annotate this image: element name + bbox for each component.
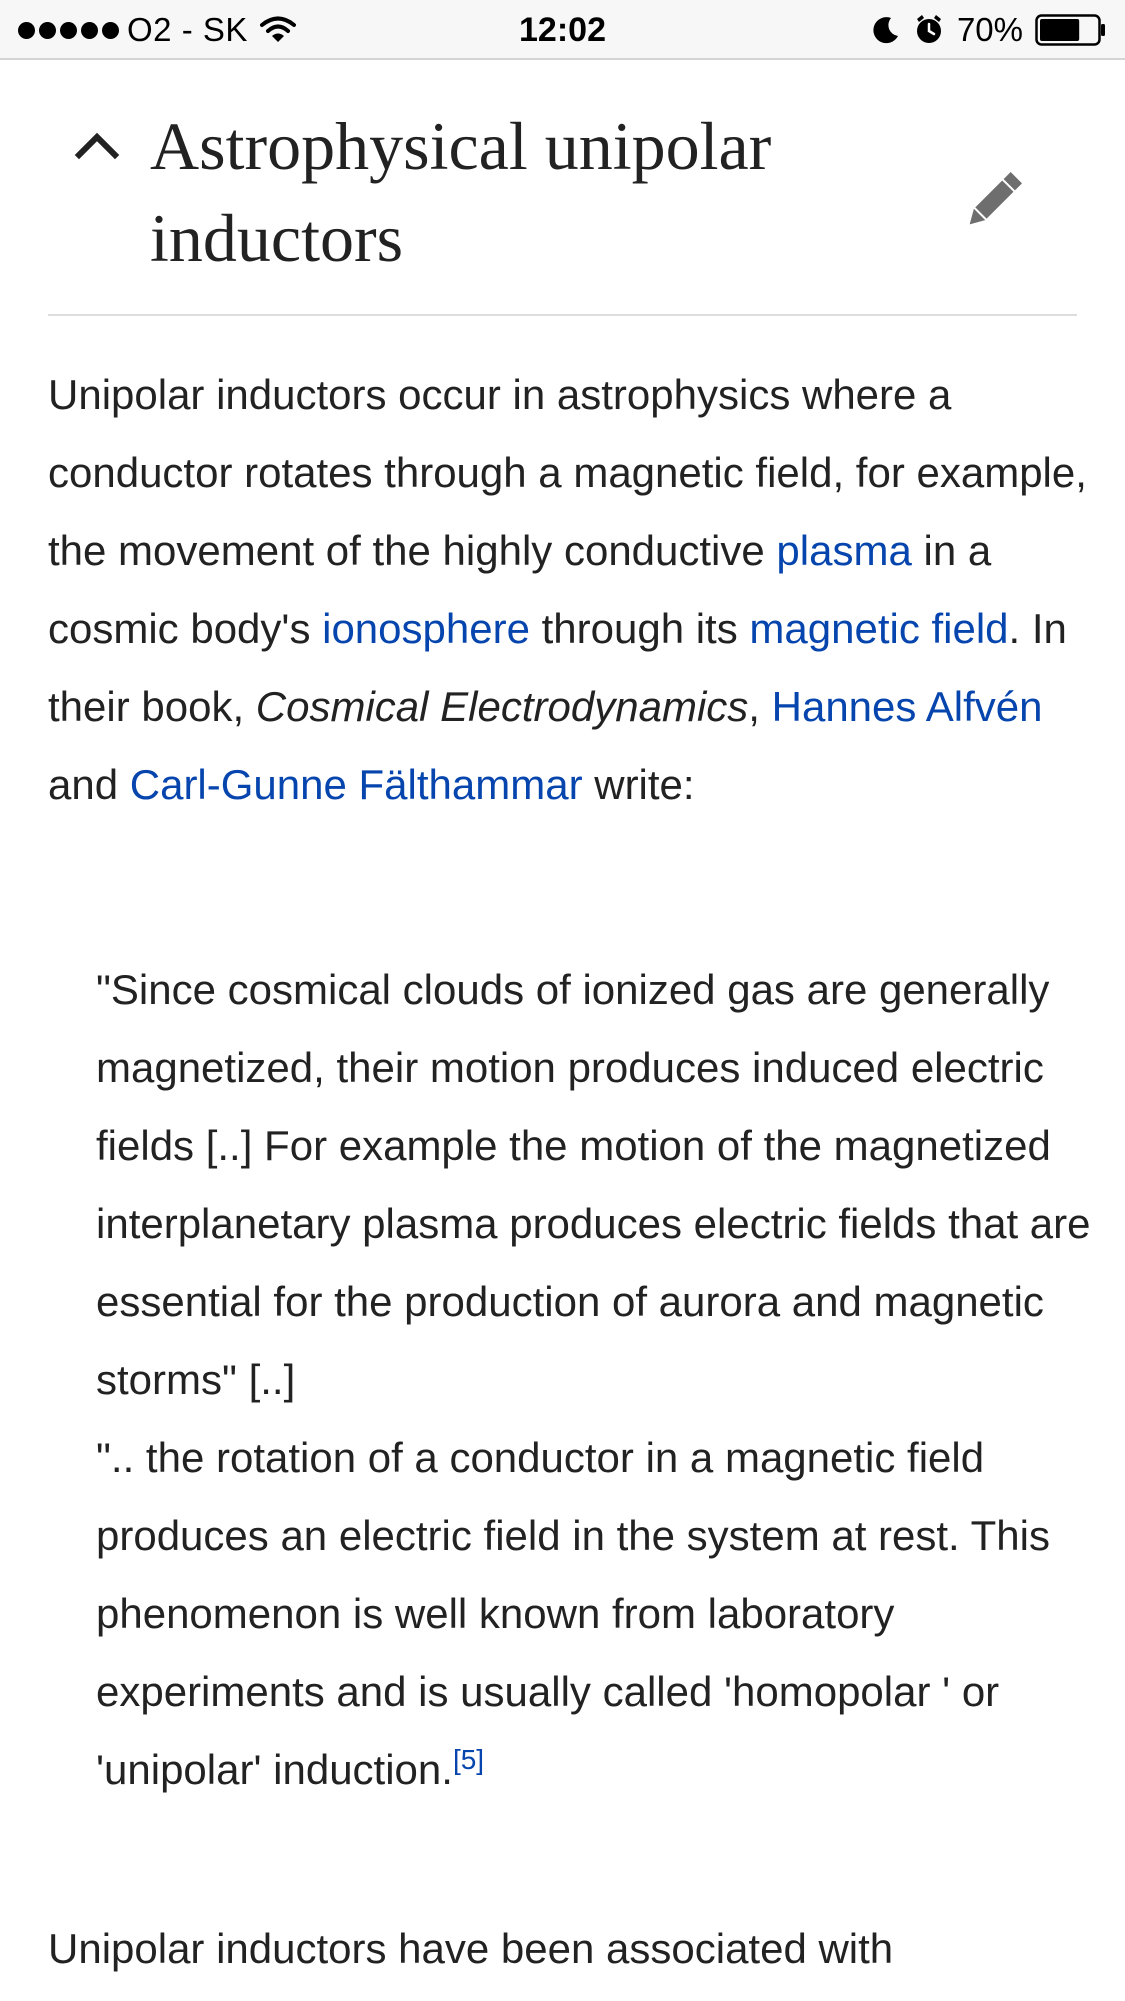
- intro-text-2: in a cosmic body's: [48, 527, 992, 652]
- section-title: Astrophysical unipolar inductors: [150, 108, 772, 276]
- quote-part-1: "Since cosmical clouds of ionized gas are generally magnetized, their motion produces induced electric fields [..] For example the motion of the magnetized interplanetary plasma produces electric fields that are essential for the production of aurora and magnetic storms" [..]: [96, 966, 1091, 1403]
- link-magnetic-field[interactable]: magnetic field: [749, 605, 1009, 652]
- intro-text-6: and: [48, 761, 130, 808]
- alarm-clock-icon: [913, 14, 945, 46]
- intro-text-1: Unipolar inductors occur in astrophysics where a conductor rotates through a magnetic field, for example, the movement of the highly conductive: [48, 371, 1087, 574]
- intro-text-7: write:: [582, 761, 695, 808]
- chevron-up-icon[interactable]: [74, 128, 120, 160]
- status-right: [871, 0, 1107, 60]
- next-paragraph: Unipolar inductors have been associated with: [48, 1925, 894, 1972]
- battery-icon: [1035, 14, 1107, 46]
- link-carl-gunne-falthammar[interactable]: Carl-Gunne Fälthammar: [129, 761, 583, 808]
- battery-percent: 70%: [956, 11, 1023, 48]
- moon-icon: [871, 15, 901, 45]
- book-title: Cosmical Electrodynamics: [255, 683, 749, 730]
- citation-link[interactable]: [5]: [452, 1744, 485, 1775]
- pencil-icon[interactable]: [958, 166, 1028, 236]
- link-hannes-alfven[interactable]: Hannes Alfvén: [771, 683, 1043, 730]
- status-time: 12:02: [519, 11, 606, 49]
- quote-part-2: ".. the rotation of a conductor in a magnetic field produces an electric field in the system at rest. This phenomenon is well known from laboratory experiments and is usually called 'homopolar ' or 'unipolar' induction.: [96, 1434, 1050, 1793]
- intro-text-5: ,: [748, 683, 772, 730]
- intro-paragraph: [48, 356, 1088, 824]
- intro-text-4: . In their book,: [48, 605, 1067, 730]
- blockquote: [96, 951, 1096, 1809]
- carrier-name: O2 - SK: [127, 11, 248, 48]
- status-bar: [0, 0, 1125, 60]
- link-plasma[interactable]: plasma: [776, 527, 912, 574]
- section-header[interactable]: [48, 60, 1077, 316]
- intro-text-3: through its: [529, 605, 750, 652]
- link-ionosphere[interactable]: ionosphere: [322, 605, 530, 652]
